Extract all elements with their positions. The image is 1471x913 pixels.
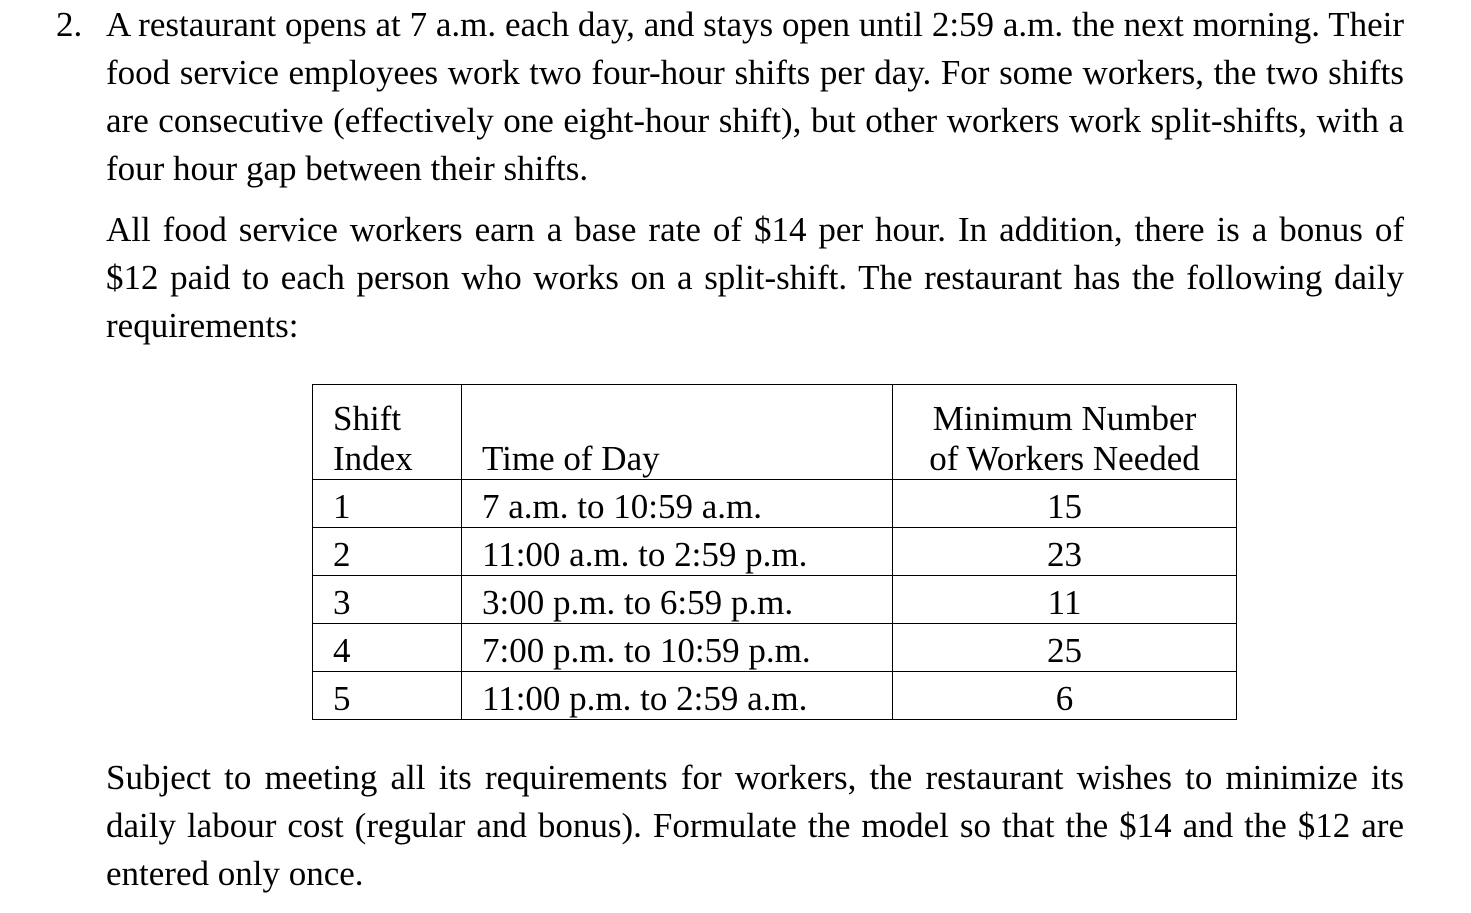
table-row — [313, 624, 1237, 672]
requirements-table — [312, 384, 1237, 720]
header-min-workers-line2: of Workers Needed — [929, 439, 1200, 478]
header-shift-index-line1: Shift — [333, 399, 402, 438]
time-of-day-cell: 11:00 p.m. to 2:59 a.m. — [462, 672, 893, 720]
min-workers-cell: 6 — [893, 672, 1237, 720]
time-of-day-cell: 3:00 p.m. to 6:59 p.m. — [462, 576, 893, 624]
shift-index-cell: 4 — [313, 624, 462, 672]
problem-paragraph-2: All food service workers earn a base rate of $14 per hour. In addition, there is a bonus of $12 paid to each person who works on a split-shift. The restaurant has the following daily requirements: — [106, 210, 1404, 345]
min-workers-cell: 11 — [893, 576, 1237, 624]
header-shift-index-line2: Index — [333, 439, 413, 478]
shift-index-cell: 1 — [313, 480, 462, 528]
table-row — [313, 576, 1237, 624]
table-row — [313, 480, 1237, 528]
shift-index-cell: 5 — [313, 672, 462, 720]
problem-paragraph-1: A restaurant opens at 7 a.m. each day, and stays open until 2:59 a.m. the next morning. Their food service employees work two four-hour shifts per day. For some workers, the two shifts are consecutive (effectively one eight-hour shift), but other workers work split-shifts, with a four hour gap between their shifts. — [106, 5, 1404, 188]
question-number: 2. — [56, 5, 83, 44]
time-of-day-cell: 11:00 a.m. to 2:59 p.m. — [462, 528, 893, 576]
min-workers-cell: 15 — [893, 480, 1237, 528]
time-of-day-cell: 7:00 p.m. to 10:59 p.m. — [462, 624, 893, 672]
header-shift-index — [313, 385, 462, 480]
shift-index-cell: 3 — [313, 576, 462, 624]
min-workers-cell: 25 — [893, 624, 1237, 672]
header-time-of-day-label: Time of Day — [482, 439, 660, 478]
shift-index-cell: 2 — [313, 528, 462, 576]
problem-paragraph-3: Subject to meeting all its requirements for workers, the restaurant wishes to minimize its daily labour cost (regular and bonus). Formulate the model so that the $14 and the $12 are entered only once. — [106, 758, 1404, 893]
header-min-workers — [893, 385, 1237, 480]
header-min-workers-line1: Minimum Number — [932, 399, 1197, 438]
min-workers-cell: 23 — [893, 528, 1237, 576]
table-header-row — [313, 385, 1237, 480]
time-of-day-cell: 7 a.m. to 10:59 a.m. — [462, 480, 893, 528]
table-row — [313, 672, 1237, 720]
header-time-of-day — [462, 385, 893, 480]
table-row — [313, 528, 1237, 576]
